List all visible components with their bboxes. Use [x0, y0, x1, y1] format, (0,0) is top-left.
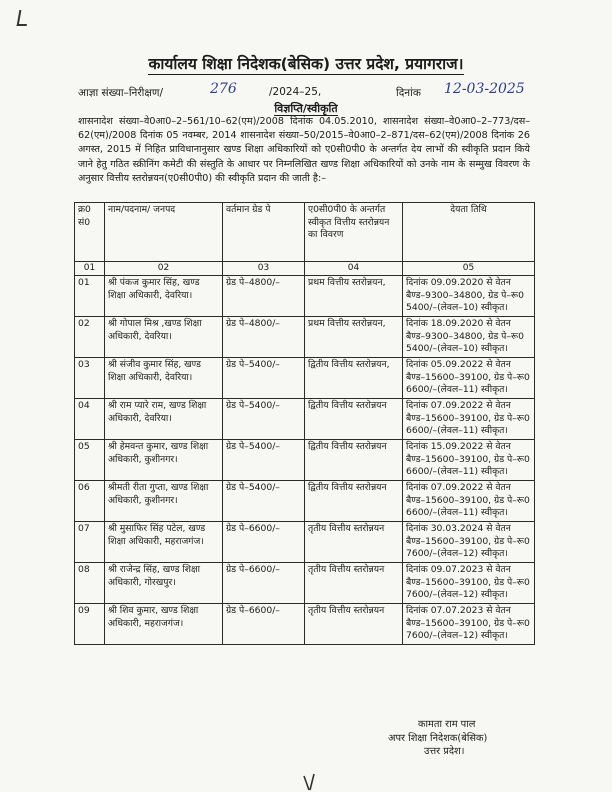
header-due: देयता तिथि: [403, 203, 535, 262]
row-grade: ग्रेड पे–4800/–: [223, 276, 305, 317]
row-name: श्री राजेन्द्र सिंह, खण्ड शिक्षा अधिकारी, गोरखपुर।: [105, 563, 223, 604]
signatory-name: कामता राम पाल: [418, 719, 476, 730]
row-grade: ग्रेड पे–5400/–: [223, 399, 305, 440]
row-grade: ग्रेड पे–5400/–: [223, 440, 305, 481]
row-grade: ग्रेड पे–6600/–: [223, 563, 305, 604]
date-label: दिनांक: [396, 87, 421, 99]
row-sn: 03: [75, 358, 105, 399]
row-sn: 01: [75, 276, 105, 317]
row-due: दिनांक 07.09.2022 से वेतन बैण्ड–15600–39100, ग्रेड पे–रू0 6600/–(लेवल–11) स्वीकृत।: [403, 481, 535, 522]
row-acp: तृतीय वित्तीय स्तरोन्नयन: [305, 604, 403, 645]
table-row: [75, 399, 535, 440]
row-acp: तृतीय वित्तीय स्तरोन्नयन: [305, 522, 403, 563]
col-number: 04: [305, 262, 403, 276]
signatory-designation: अपर शिक्षा निदेशक(बेसिक): [388, 732, 488, 744]
row-acp: तृतीय वित्तीय स्तरोन्नयन: [305, 563, 403, 604]
handwritten-mark: [300, 770, 330, 792]
office-title-text: कार्यालय शिक्षा निदेशक(बेसिक) उत्तर प्रदेश, प्रयागराज।: [148, 55, 464, 73]
row-due: दिनांक 07.07.2023 से वेतन बैण्ड–15600–39100, ग्रेड पे–रू0 7600/–(लेवल–12) स्वीकृत।: [403, 604, 535, 645]
order-number: 276: [210, 81, 237, 97]
date-value: 12-03-2025: [444, 81, 525, 97]
row-due: दिनांक 05.09.2022 से वेतन बैण्ड–15600–39100, ग्रेड पे–रू0 6600/–(लेवल–11) स्वीकृत।: [403, 358, 535, 399]
column-number-row: [75, 262, 535, 276]
office-title: [0, 52, 612, 74]
table-row: [75, 440, 535, 481]
row-sn: 07: [75, 522, 105, 563]
row-due: दिनांक 18.09.2020 से वेतन बैण्ड–9300–34800, ग्रेड पे–रू0 5400/–(लेवल–10) स्वीकृत।: [403, 317, 535, 358]
table-row: [75, 604, 535, 645]
signature-block: [388, 718, 487, 759]
body-paragraph: शासनादेश संख्या–वे0आ0–2–561/10–62(एम)/2008 दिनांक 04.05.2010, शासनादेश संख्या–वे0आ0–2–773/दस–62(एम)/2008 दिनांक 05 नवम्बर, 2014 शासनादेश संख्या–50/2015–वे0आ0–2–871/दस–62(एम)/2008 दिनांक 26 अगस्त, 2015 में निहित प्राविधानानुसार खण्ड शिक्षा अधिकारियों को ए0सी0पी0 के अन्तर्गत देय लाभों की स्वीकृति प्रदान किये जाने हेतु गठित स्क्रीनिंग कमेटी की संस्तुति के आधार पर निम्नलिखित खण्ड शिक्षा अधिकारियों को उनके नाम के सम्मुख विवरण के अनुसार वित्तीय स्तरोन्नयन(ए0सी0पी0) की स्वीकृति प्रदान की जाती है:–: [78, 116, 530, 184]
row-due: दिनांक 07.09.2022 से वेतन बैण्ड–15600–39100, ग्रेड पे–रू0 6600/–(लेवल–11) स्वीकृत।: [403, 399, 535, 440]
col-number: 01: [75, 262, 105, 276]
row-sn: 09: [75, 604, 105, 645]
header-name: नाम/पदनाम/ जनपद: [105, 203, 223, 262]
row-grade: ग्रेड पे–6600/–: [223, 522, 305, 563]
row-name: श्री राम प्यारे राम, खण्ड शिक्षा अधिकारी, देवरिया।: [105, 399, 223, 440]
col-number: 02: [105, 262, 223, 276]
row-sn: 05: [75, 440, 105, 481]
table-row: [75, 563, 535, 604]
row-name: श्री संजीव कुमार सिंह, खण्ड शिक्षा अधिकारी, देवरिया।: [105, 358, 223, 399]
header-sn: क्र0 सं0: [75, 203, 105, 262]
table-row: [75, 522, 535, 563]
acp-table: [74, 202, 535, 645]
row-grade: ग्रेड पे–4800/–: [223, 317, 305, 358]
order-year: /2024–25,: [269, 86, 322, 98]
subject-heading: [0, 101, 612, 116]
row-acp: द्वितीय वित्तीय स्तरोन्नयन: [305, 481, 403, 522]
row-sn: 02: [75, 317, 105, 358]
order-label: आज्ञा संख्या–निरीक्षण/: [78, 87, 164, 99]
row-due: दिनांक 30.03.2024 से वेतन बैण्ड–15600–39100, ग्रेड पे–रू0 7600/–(लेवल–12) स्वीकृत।: [403, 522, 535, 563]
header-grade: वर्तमान ग्रेड पे: [223, 203, 305, 262]
row-sn: 04: [75, 399, 105, 440]
row-name: श्रीमती रीता गुप्ता, खण्ड शिक्षा अधिकारी, कुशीनगर।: [105, 481, 223, 522]
subject-text: विज्ञप्ति/स्वीकृति: [274, 102, 338, 115]
order-line: [78, 81, 530, 100]
table-row: [75, 481, 535, 522]
row-due: दिनांक 09.07.2023 से वेतन बैण्ड–15600–39100, ग्रेड पे–रू0 7600/–(लेवल–12) स्वीकृत।: [403, 563, 535, 604]
col-number: 05: [403, 262, 535, 276]
row-sn: 06: [75, 481, 105, 522]
row-name: श्री गोपाल मिश्र ,खण्ड शिक्षा अधिकारी, देवरिया।: [105, 317, 223, 358]
row-acp: प्रथम वित्तीय स्तरोन्नयन,: [305, 276, 403, 317]
row-acp: प्रथम वित्तीय स्तरोन्नयन,: [305, 317, 403, 358]
table-row: [75, 358, 535, 399]
row-name: श्री हेमवन्त कुमार, खण्ड शिक्षा अधिकारी, कुशीनगर।: [105, 440, 223, 481]
row-name: श्री पंकज कुमार सिंह, खण्ड शिक्षा अधिकारी, देवरिया।: [105, 276, 223, 317]
row-name: श्री शिव कुमार, खण्ड शिक्षा अधिकारी, महराजगंज।: [105, 604, 223, 645]
row-grade: ग्रेड पे–5400/–: [223, 358, 305, 399]
signatory-place: उत्तर प्रदेश।: [424, 746, 465, 757]
row-name: श्री मुसाफिर सिंह पटेल, खण्ड शिक्षा अधिकारी, महराजगंज।: [105, 522, 223, 563]
row-grade: ग्रेड पे–5400/–: [223, 481, 305, 522]
corner-mark: [17, 10, 30, 26]
row-acp: द्वितीय वित्तीय स्तरोन्नयन,: [305, 358, 403, 399]
table-row: [75, 276, 535, 317]
table-header-row: [75, 203, 535, 262]
table-row: [75, 317, 535, 358]
row-grade: ग्रेड पे–6600/–: [223, 604, 305, 645]
col-number: 03: [223, 262, 305, 276]
row-acp: द्वितीय वित्तीय स्तरोन्नयन: [305, 399, 403, 440]
row-acp: द्वितीय वित्तीय स्तरोन्नयन: [305, 440, 403, 481]
header-acp: ए0सी0पी0 के अन्तर्गत स्वीकृत वित्तीय स्तरोन्नयन का विवरण: [305, 203, 403, 262]
row-sn: 08: [75, 563, 105, 604]
row-due: दिनांक 09.09.2020 से वेतन बैण्ड–9300–34800, ग्रेड पे–रू0 5400/–(लेवल–10) स्वीकृत।: [403, 276, 535, 317]
row-due: दिनांक 15.09.2022 से वेतन बैण्ड–15600–39100, ग्रेड पे–रू0 6600/–(लेवल–11) स्वीकृत।: [403, 440, 535, 481]
